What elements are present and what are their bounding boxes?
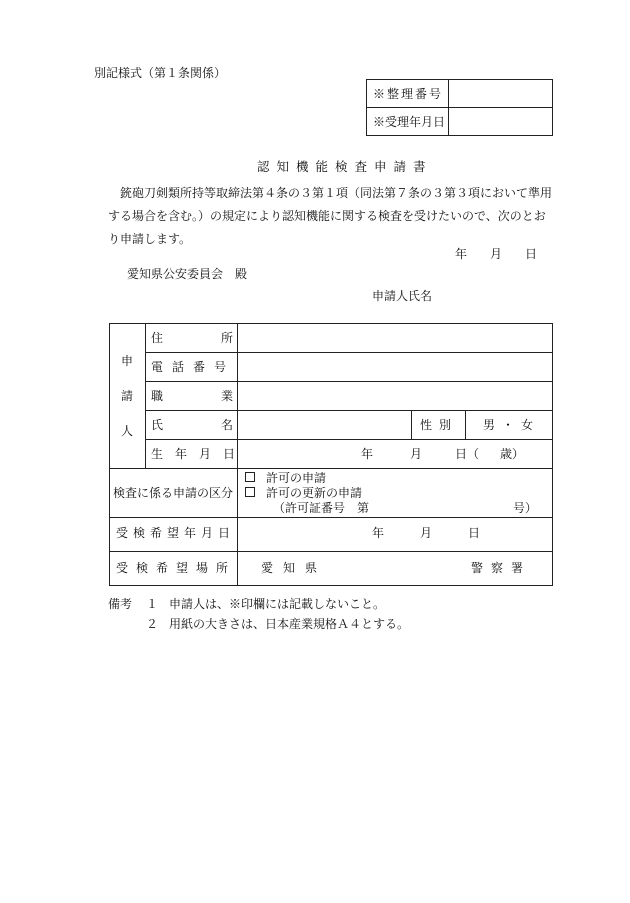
birth-day-label: 日（: [455, 447, 480, 461]
note-1-text: 申請人は、※印欄には記載しないこと。: [169, 597, 386, 611]
name-label-a: 氏: [151, 418, 164, 432]
option-new-label: 許可の申請: [266, 471, 327, 485]
note-2-text: 用紙の大きさは、日本産業規格Ａ４とする。: [169, 617, 410, 631]
prefecture-label: 愛知県: [261, 561, 328, 575]
application-body-text: 銃砲刀剣類所持等取締法第４条の３第１項（同法第７条の３第３項において準用する場合を含む。）の規定により認知機能に関する検査を受けたいので、次のとおり申請します。: [108, 186, 553, 246]
checkbox-icon: [245, 472, 255, 482]
option-renewal-checkbox[interactable]: [245, 487, 362, 499]
occupation-label-b: 業: [221, 389, 234, 403]
name-label-b: 名: [221, 418, 234, 432]
checkbox-icon: [245, 487, 255, 497]
applicant-signature-label: 申請人氏名: [372, 289, 433, 303]
desired-year-label: 年: [372, 526, 385, 540]
desired-date-label: 受検希望年月日: [116, 526, 236, 540]
option-new-checkbox[interactable]: [245, 472, 326, 484]
section-char-3: 人: [121, 424, 134, 438]
desired-month-label: 月: [420, 526, 433, 540]
note-1-number: １: [146, 597, 159, 611]
receipt-date-label: ※受理年月日: [373, 115, 446, 129]
addressee: 愛知県公安委員会 殿: [127, 267, 248, 281]
birth-year-label: 年: [361, 447, 374, 461]
sex-label: 性別: [420, 418, 459, 432]
sex-options[interactable]: 男・女: [483, 418, 541, 432]
occupation-field[interactable]: [245, 390, 545, 404]
birth-month-label: 月: [410, 447, 423, 461]
category-label: 検査に係る申請の区分: [113, 486, 234, 500]
desired-place-label: 受検希望場所: [116, 561, 237, 575]
date-month-label: 月: [490, 247, 503, 261]
date-day-label: 日: [525, 247, 538, 261]
option-renewal-label: 許可の更新の申請: [266, 486, 363, 500]
permit-number-prefix: （許可証番号 第: [273, 501, 370, 515]
address-label-b: 所: [221, 331, 234, 345]
note-2-number: ２: [146, 617, 159, 631]
section-char-2: 請: [121, 389, 134, 403]
address-label-a: 住: [151, 331, 164, 345]
address-field[interactable]: [245, 332, 545, 346]
date-year-label: 年: [455, 247, 468, 261]
name-field[interactable]: [245, 419, 405, 433]
form-label: 別記様式（第１条関係）: [94, 66, 227, 80]
reference-number-label: ※整理番号: [373, 87, 444, 101]
phone-field[interactable]: [245, 361, 545, 375]
document-title: 認知機能検査申請書: [257, 159, 433, 174]
birthdate-label: 生年月日: [151, 447, 248, 461]
desired-day-label: 日: [468, 526, 481, 540]
occupation-label-a: 職: [151, 389, 164, 403]
notes-heading: 備考: [108, 597, 133, 611]
phone-label: 電話番号: [151, 360, 236, 374]
police-station-label: 警察署: [471, 561, 532, 575]
age-label: 歳）: [500, 447, 525, 461]
section-char-1: 申: [121, 354, 134, 368]
permit-number-suffix: 号）: [513, 501, 538, 515]
